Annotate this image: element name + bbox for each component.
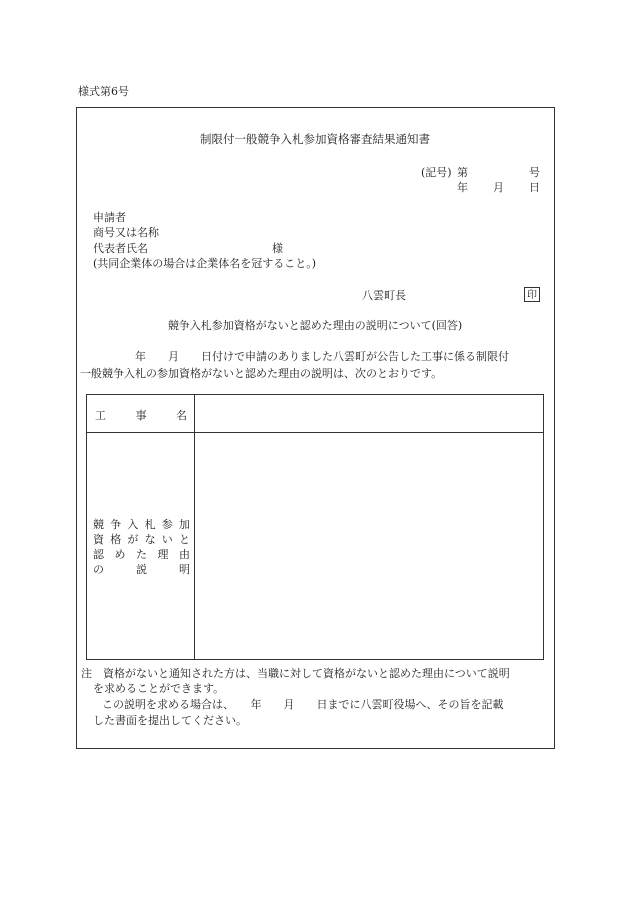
label-char: 明 xyxy=(179,563,190,576)
label-char: 資 xyxy=(93,533,104,546)
table-divider-vertical xyxy=(194,395,195,659)
label-char: 参 xyxy=(161,518,173,531)
label-char: 事 xyxy=(135,409,147,422)
body-text-line: 年 月 日付けで申請のありました八雲町が公告した工事に係る制限付 xyxy=(80,350,509,363)
table-divider-horizontal xyxy=(87,432,543,433)
form-number-label: 様式第6号 xyxy=(78,85,129,98)
joint-venture-note: (共同企業体の場合は企業体名を冠すること。) xyxy=(93,257,317,270)
company-name-label: 商号又は名称 xyxy=(93,226,159,239)
reference-dai-label: 第 xyxy=(457,166,468,179)
label-char: 名 xyxy=(176,409,187,422)
date-day-label: 日 xyxy=(529,181,540,194)
representative-label: 代表者氏名 xyxy=(93,242,148,255)
seal-stamp: 印 xyxy=(524,287,540,302)
note-line: した書面を提出してください。 xyxy=(93,714,247,727)
label-char: 入 xyxy=(127,518,139,531)
details-table xyxy=(86,394,544,660)
label-char: の xyxy=(93,563,104,576)
subject-line: 競争入札参加資格がないと認めた理由の説明について(回答) xyxy=(167,319,463,332)
issuer-mayor: 八雲町長 xyxy=(362,289,406,302)
note-line: この説明を求める場合は、 年 月 日までに八雲町役場へ、その旨を記載 xyxy=(102,698,504,711)
label-char: 由 xyxy=(179,548,190,561)
document-title: 制限付一般競争入札参加資格審査結果通知書 xyxy=(200,132,430,146)
reason-label-line xyxy=(93,547,190,562)
label-char: め xyxy=(114,548,126,561)
label-char: な xyxy=(144,533,156,546)
note-line: 注 資格がないと通知された方は、当職に対して資格がないと認めた理由について説明 xyxy=(81,667,510,680)
label-char: 工 xyxy=(95,409,106,422)
label-char: 争 xyxy=(110,518,122,531)
reason-label-line xyxy=(93,532,190,547)
label-char: 札 xyxy=(144,518,156,531)
label-char: 説 xyxy=(136,563,147,576)
label-char: い xyxy=(161,533,173,546)
date-year-label: 年 xyxy=(457,181,468,194)
date-month-label: 月 xyxy=(493,181,504,194)
reason-label-line xyxy=(93,517,190,532)
label-char: 加 xyxy=(178,518,190,531)
body-text-line: 一般競争入札の参加資格がないと認めた理由の説明は、次のとおりです。 xyxy=(80,367,443,380)
reason-label-line xyxy=(93,562,190,577)
reference-symbol-label: (記号) xyxy=(421,166,452,179)
label-char: 認 xyxy=(93,548,104,561)
note-line: を求めることができます。 xyxy=(93,682,225,695)
label-char: が xyxy=(127,533,139,546)
label-char: 格 xyxy=(110,533,122,546)
label-char: た xyxy=(136,548,147,561)
label-char: 理 xyxy=(157,548,169,561)
applicant-label: 申請者 xyxy=(93,211,126,224)
reason-label xyxy=(93,517,190,577)
reference-go-label: 号 xyxy=(529,166,540,179)
project-name-label xyxy=(95,407,187,423)
honorific-label: 様 xyxy=(272,242,283,255)
label-char: 競 xyxy=(93,518,104,531)
label-char: と xyxy=(178,533,190,546)
